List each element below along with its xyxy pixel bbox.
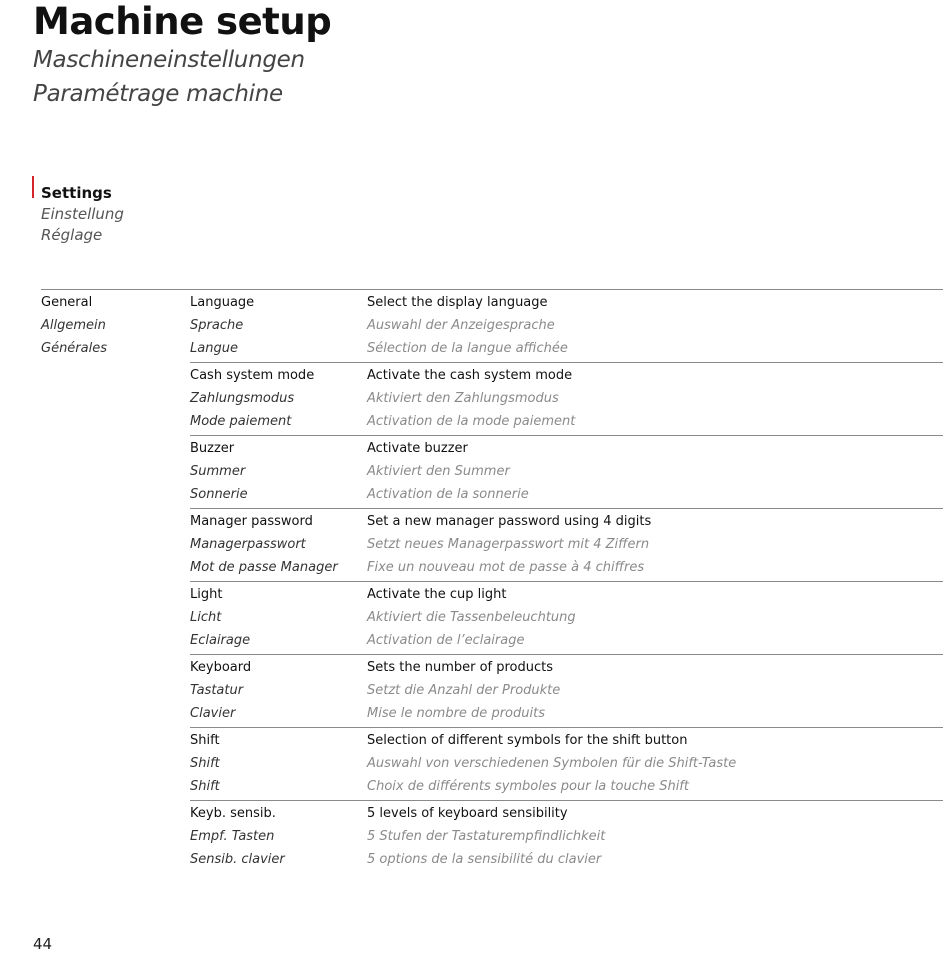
setting-name: Keyboard — [190, 660, 252, 675]
setting-name: Manager password — [190, 514, 313, 529]
setting-name-fr: Langue — [190, 341, 238, 356]
section-accent-bar — [32, 176, 34, 198]
setting-description: Sets the number of products — [367, 660, 554, 675]
category-label-fr: Générales — [41, 341, 108, 356]
category-label-de: Allgemein — [41, 318, 106, 333]
table-row — [41, 581, 943, 654]
page-subtitle-fr: Paramétrage machine — [33, 81, 283, 107]
row-divider — [190, 581, 943, 582]
setting-name: Language — [190, 295, 255, 310]
setting-description-de: Setzt neues Managerpasswort mit 4 Ziffern — [367, 537, 650, 552]
setting-description-fr: Mise le nombre de produits — [367, 706, 545, 721]
setting-name: Shift — [190, 733, 220, 748]
setting-name-fr: Sensib. clavier — [190, 852, 285, 867]
setting-name: Cash system mode — [190, 368, 315, 383]
setting-name-de: Managerpasswort — [190, 537, 306, 552]
setting-description-fr: 5 options de la sensibilité du clavier — [367, 852, 602, 867]
setting-description-de: Aktiviert den Summer — [367, 464, 510, 479]
category-label: General — [41, 295, 93, 310]
setting-description-fr: Fixe un nouveau mot de passe à 4 chiffres — [367, 560, 645, 575]
setting-name-de: Licht — [190, 610, 222, 625]
table-row — [41, 727, 943, 800]
table-row — [41, 800, 943, 873]
setting-description: Activate buzzer — [367, 441, 468, 456]
section-heading-fr: Réglage — [41, 226, 103, 244]
setting-name-fr: Shift — [190, 779, 220, 794]
table-row — [41, 289, 943, 362]
section-heading: Settings — [41, 184, 112, 202]
setting-description: Select the display language — [367, 295, 548, 310]
table-row — [41, 362, 943, 435]
row-divider — [190, 508, 943, 509]
setting-name-fr: Sonnerie — [190, 487, 248, 502]
row-divider — [190, 727, 943, 728]
setting-description: Set a new manager password using 4 digits — [367, 514, 652, 529]
setting-description: Selection of different symbols for the shift button — [367, 733, 688, 748]
settings-table — [41, 289, 943, 873]
setting-description-fr: Activation de la mode paiement — [367, 414, 576, 429]
setting-name: Keyb. sensib. — [190, 806, 276, 821]
table-row — [41, 508, 943, 581]
setting-description-de: 5 Stufen der Tastaturempfindlichkeit — [367, 829, 606, 844]
setting-description-fr: Sélection de la langue affichée — [367, 341, 568, 356]
setting-name: Light — [190, 587, 223, 602]
page-number: 44 — [33, 935, 53, 953]
setting-description-fr: Choix de différents symboles pour la touche Shift — [367, 779, 689, 794]
setting-name: Buzzer — [190, 441, 235, 456]
row-divider — [190, 435, 943, 436]
setting-name-de: Sprache — [190, 318, 244, 333]
setting-description: Activate the cup light — [367, 587, 507, 602]
setting-name-fr: Mode paiement — [190, 414, 292, 429]
setting-name-de: Zahlungsmodus — [190, 391, 295, 406]
setting-description-de: Auswahl der Anzeigesprache — [367, 318, 555, 333]
table-row — [41, 654, 943, 727]
setting-name-de: Shift — [190, 756, 220, 771]
table-row — [41, 435, 943, 508]
row-divider — [190, 362, 943, 363]
setting-description-de: Setzt die Anzahl der Produkte — [367, 683, 561, 698]
section-heading-de: Einstellung — [41, 205, 124, 223]
setting-name-fr: Clavier — [190, 706, 236, 721]
setting-description-de: Aktiviert den Zahlungsmodus — [367, 391, 559, 406]
setting-name-fr: Eclairage — [190, 633, 251, 648]
setting-name-de: Empf. Tasten — [190, 829, 275, 844]
setting-name-de: Tastatur — [190, 683, 244, 698]
setting-name-de: Summer — [190, 464, 246, 479]
setting-name-fr: Mot de passe Manager — [190, 560, 338, 575]
setting-description-fr: Activation de la sonnerie — [367, 487, 529, 502]
setting-description-fr: Activation de l’eclairage — [367, 633, 525, 648]
page-subtitle-de: Maschineneinstellungen — [33, 47, 305, 73]
row-divider — [41, 289, 943, 290]
setting-description-de: Aktiviert die Tassenbeleuchtung — [367, 610, 576, 625]
page-title: Machine setup — [33, 0, 332, 43]
row-divider — [190, 654, 943, 655]
setting-description: Activate the cash system mode — [367, 368, 573, 383]
setting-description-de: Auswahl von verschiedenen Symbolen für die Shift-Taste — [367, 756, 737, 771]
setting-description: 5 levels of keyboard sensibility — [367, 806, 568, 821]
row-divider — [190, 800, 943, 801]
